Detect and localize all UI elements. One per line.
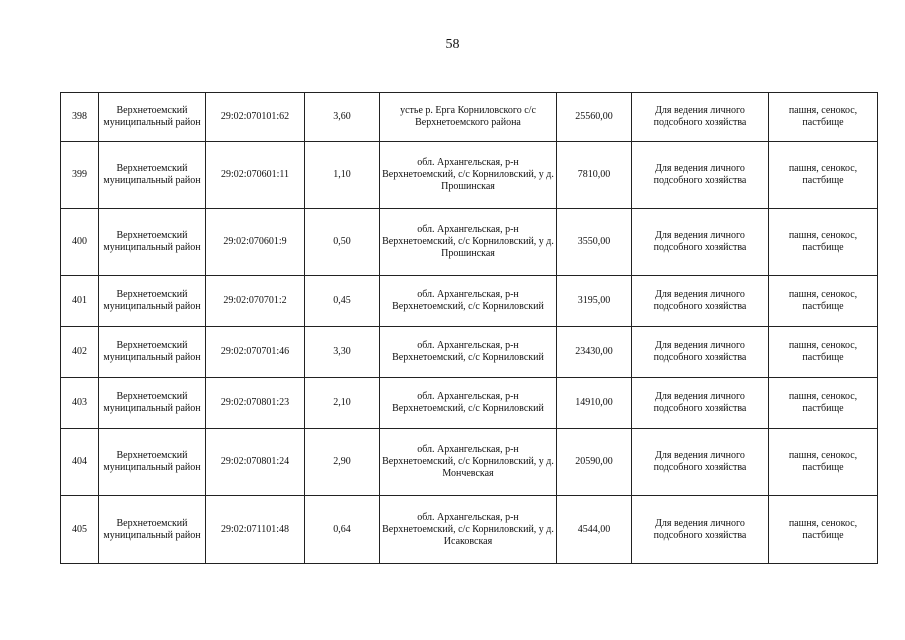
cadastral-number-cell: 29:02:070701:46 (206, 327, 305, 378)
address-cell: обл. Архангельская, р-н Верхнетоемский, с/с Корниловский (380, 327, 557, 378)
row-number: 400 (61, 209, 99, 276)
area-cell: 0,64 (305, 496, 380, 564)
address-cell: обл. Архангельская, р-н Верхнетоемский, с/с Корниловский (380, 378, 557, 429)
district-cell: Верхнетоемский муниципальный район (99, 276, 206, 327)
purpose-cell: Для ведения личного подсобного хозяйства (632, 142, 769, 209)
area-cell: 2,90 (305, 429, 380, 496)
purpose-cell: Для ведения личного подсобного хозяйства (632, 209, 769, 276)
area-cell: 2,10 (305, 378, 380, 429)
table-row (61, 496, 878, 564)
row-number: 401 (61, 276, 99, 327)
district-cell: Верхнетоемский муниципальный район (99, 93, 206, 142)
cadastral-number-cell: 29:02:070601:9 (206, 209, 305, 276)
row-number: 405 (61, 496, 99, 564)
cadastral-number-cell: 29:02:070101:62 (206, 93, 305, 142)
land-type-cell: пашня, сенокос, пастбище (769, 142, 878, 209)
price-cell: 4544,00 (557, 496, 632, 564)
district-cell: Верхнетоемский муниципальный район (99, 142, 206, 209)
row-number: 398 (61, 93, 99, 142)
address-cell: обл. Архангельская, р-н Верхнетоемский, с/с Корниловский (380, 276, 557, 327)
price-cell: 3195,00 (557, 276, 632, 327)
address-cell: обл. Архангельская, р-н Верхнетоемский, с/с Корниловский, у д. Исаковская (380, 496, 557, 564)
purpose-cell: Для ведения личного подсобного хозяйства (632, 276, 769, 327)
table-row (61, 142, 878, 209)
table-row (61, 378, 878, 429)
address-cell: обл. Архангельская, р-н Верхнетоемский, с/с Корниловский, у д. Мончевская (380, 429, 557, 496)
price-cell: 3550,00 (557, 209, 632, 276)
district-cell: Верхнетоемский муниципальный район (99, 496, 206, 564)
land-type-cell: пашня, сенокос, пастбище (769, 209, 878, 276)
table-row (61, 93, 878, 142)
land-type-cell: пашня, сенокос, пастбище (769, 327, 878, 378)
purpose-cell: Для ведения личного подсобного хозяйства (632, 496, 769, 564)
row-number: 404 (61, 429, 99, 496)
land-type-cell: пашня, сенокос, пастбище (769, 496, 878, 564)
land-plots-table (60, 92, 878, 564)
area-cell: 0,50 (305, 209, 380, 276)
price-cell: 25560,00 (557, 93, 632, 142)
cadastral-number-cell: 29:02:070601:11 (206, 142, 305, 209)
row-number: 399 (61, 142, 99, 209)
cadastral-number-cell: 29:02:070801:23 (206, 378, 305, 429)
price-cell: 20590,00 (557, 429, 632, 496)
page-number: 58 (445, 37, 460, 52)
area-cell: 3,60 (305, 93, 380, 142)
price-cell: 7810,00 (557, 142, 632, 209)
address-cell: обл. Архангельская, р-н Верхнетоемский, с/с Корниловский, у д. Прошинская (380, 142, 557, 209)
district-cell: Верхнетоемский муниципальный район (99, 327, 206, 378)
area-cell: 3,30 (305, 327, 380, 378)
district-cell: Верхнетоемский муниципальный район (99, 209, 206, 276)
row-number: 403 (61, 378, 99, 429)
cadastral-number-cell: 29:02:070801:24 (206, 429, 305, 496)
price-cell: 23430,00 (557, 327, 632, 378)
land-type-cell: пашня, сенокос, пастбище (769, 378, 878, 429)
price-cell: 14910,00 (557, 378, 632, 429)
table-row (61, 276, 878, 327)
purpose-cell: Для ведения личного подсобного хозяйства (632, 93, 769, 142)
purpose-cell: Для ведения личного подсобного хозяйства (632, 378, 769, 429)
table-row (61, 327, 878, 378)
address-cell: устье р. Ерга Корниловского с/с Верхнетоемского района (380, 93, 557, 142)
table-row (61, 429, 878, 496)
purpose-cell: Для ведения личного подсобного хозяйства (632, 327, 769, 378)
land-type-cell: пашня, сенокос, пастбище (769, 429, 878, 496)
cadastral-number-cell: 29:02:071101:48 (206, 496, 305, 564)
table-row (61, 209, 878, 276)
address-cell: обл. Архангельская, р-н Верхнетоемский, с/с Корниловский, у д. Прошинская (380, 209, 557, 276)
purpose-cell: Для ведения личного подсобного хозяйства (632, 429, 769, 496)
land-type-cell: пашня, сенокос, пастбище (769, 276, 878, 327)
area-cell: 1,10 (305, 142, 380, 209)
district-cell: Верхнетоемский муниципальный район (99, 378, 206, 429)
land-type-cell: пашня, сенокос, пастбище (769, 93, 878, 142)
row-number: 402 (61, 327, 99, 378)
cadastral-number-cell: 29:02:070701:2 (206, 276, 305, 327)
area-cell: 0,45 (305, 276, 380, 327)
district-cell: Верхнетоемский муниципальный район (99, 429, 206, 496)
